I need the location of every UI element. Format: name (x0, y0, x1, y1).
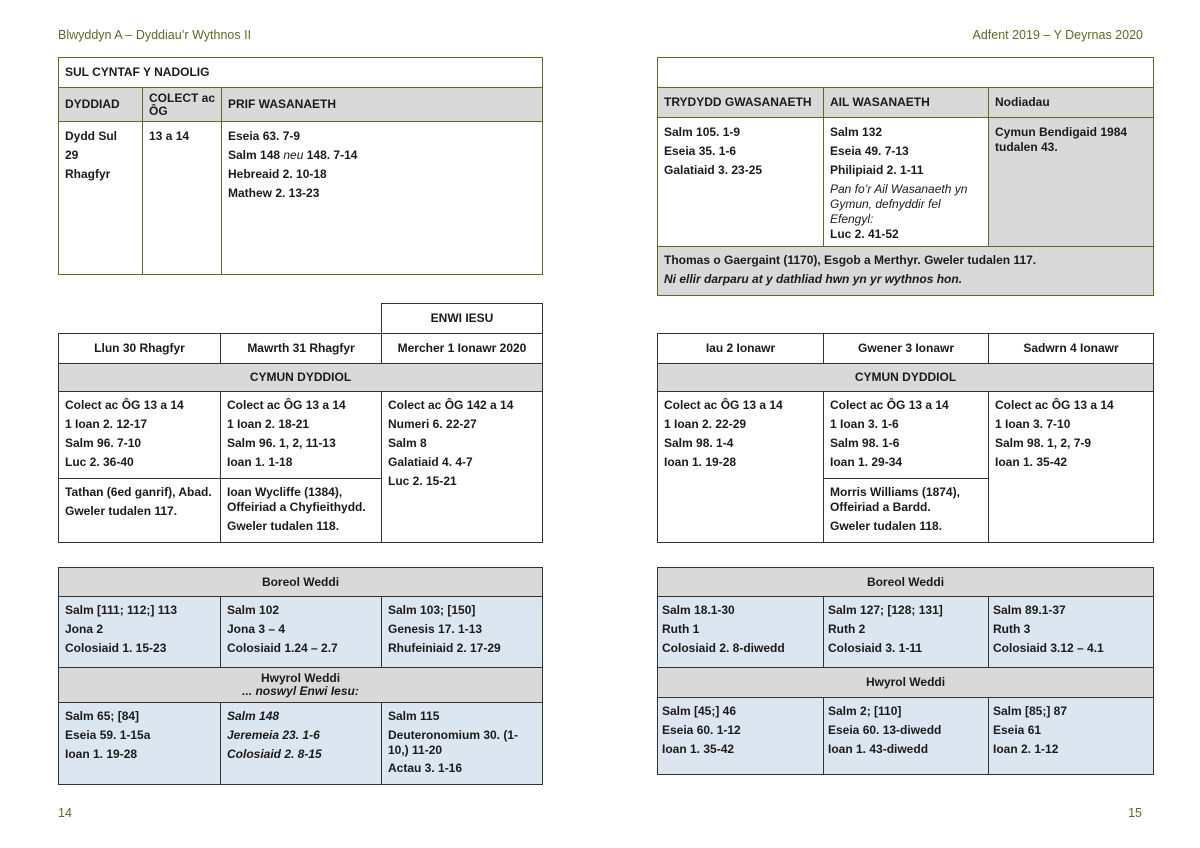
day-header: Sadwrn 4 Ionawr (989, 334, 1154, 364)
cymun-cell: Colect ac ÔG 13 a 14 1 Ioan 2. 18-21 Salm 96. 1, 2, 11-13 Ioan 1. 1-18 (221, 392, 382, 479)
morning-prayer-cell: Salm 103; [150] Genesis 17. 1-13 Rhufeiniaid 2. 17-29 (382, 597, 543, 668)
sunday-table-left (58, 57, 543, 275)
running-header-right: Adfent 2019 – Y Deyrnas 2020 (972, 28, 1143, 42)
day-header: Mercher 1 Ionawr 2020 (382, 334, 543, 364)
morning-prayer-cell: Salm [111; 112;] 113 Jona 2 Colosiaid 1. 15-23 (59, 597, 221, 668)
feast-label: ENWI IESU (382, 304, 543, 334)
col-header-main: PRIF WASANAETH (222, 88, 543, 122)
day-header: Mawrth 31 Rhagfyr (221, 334, 382, 364)
morning-prayer-label: Boreol Weddi (59, 568, 543, 597)
evening-prayer-label: Hwyrol Weddi ... noswyl Enwi Iesu: (59, 668, 543, 703)
day-header: Iau 2 Ionawr (658, 334, 824, 364)
evening-prayer-label: Hwyrol Weddi (658, 668, 1154, 698)
col-header-third: TRYDYDD GWASANAETH (658, 88, 824, 118)
prayers-table-right (657, 567, 1154, 775)
day-header: Gwener 3 Ionawr (824, 334, 989, 364)
morning-prayer-cell: Salm 102 Jona 3 – 4 Colosiaid 1.24 – 2.7 (221, 597, 382, 668)
evening-prayer-cell: Salm 65; [84] Eseia 59. 1-15a Ioan 1. 19-28 (59, 703, 221, 785)
col-header-notes: Nodiadau (989, 88, 1154, 118)
evening-prayer-cell: Salm 115 Deuteronomium 30. (1-10,) 11-20 Actau 3. 1-16 (382, 703, 543, 785)
page-number-right: 15 (1128, 806, 1142, 820)
second-service-cell: Salm 132 Eseia 49. 7-13 Philipiaid 2. 1-11 Pan fo’r Ail Wasanaeth yn Gymun, defnyddir fel Efengyl: Luc 2. 41-52 (824, 118, 989, 247)
evening-prayer-sub: ... noswyl Enwi Iesu: (242, 684, 359, 699)
second-service-note: Pan fo’r Ail Wasanaeth yn Gymun, defnyddir fel Efengyl: (830, 182, 968, 226)
page-number-left: 14 (58, 806, 72, 820)
morning-prayer-cell: Salm 18.1-30 Ruth 1 Colosiaid 2. 8-diwedd (658, 597, 824, 668)
notes-cell: Cymun Bendigaid 1984 tudalen 43. (989, 118, 1154, 247)
third-service-cell: Salm 105. 1-9 Eseia 35. 1-6 Galatiaid 3. 23-25 (658, 118, 824, 247)
cymun-cell: Colect ac ÔG 142 a 14 Numeri 6. 22-27 Salm 8 Galatiaid 4. 4-7 Luc 2. 15-21 (382, 392, 543, 543)
sunday-title: SUL CYNTAF Y NADOLIG (59, 58, 543, 88)
cymun-cell: Colect ac ÔG 13 a 14 1 Ioan 2. 22-29 Salm 98. 1-4 Ioan 1. 19-28 (658, 392, 824, 543)
commemoration-note: Thomas o Gaergaint (1170), Esgob a Merthyr. Gweler tudalen 117. Ni ellir darparu at y dathliad hwn yn yr wythnos hon. (658, 247, 1154, 296)
weekday-table-right (657, 333, 1154, 543)
sunday-main-cell: Eseia 63. 7-9 Salm 148 neu 148. 7-14 Hebreaid 2. 10-18 Mathew 2. 13-23 (222, 122, 543, 275)
running-header-left: Blwyddyn A – Dyddiau’r Wythnos II (58, 28, 252, 42)
col-header-collect: COLECT ac ÔG (143, 88, 222, 122)
commemoration-cell: Tathan (6ed ganrif), Abad. Gweler tudalen 117. (59, 479, 221, 543)
col-header-day: DYDDIAD (59, 88, 143, 122)
cymun-cell: Colect ac ÔG 13 a 14 1 Ioan 3. 7-10 Salm 98. 1, 2, 7-9 Ioan 1. 35-42 (989, 392, 1154, 543)
day-header: Llun 30 Rhagfyr (59, 334, 221, 364)
weekday-table-left (58, 303, 543, 543)
morning-prayer-label: Boreol Weddi (658, 568, 1154, 597)
cymun-label: CYMUN DYDDIOL (658, 364, 1154, 392)
evening-prayer-cell: Salm [85;] 87 Eseia 61 Ioan 2. 1-12 (989, 698, 1154, 775)
col-header-second: AIL WASANAETH (824, 88, 989, 118)
prayers-table-left (58, 567, 543, 785)
cymun-cell: Colect ac ÔG 13 a 14 1 Ioan 2. 12-17 Salm 96. 7-10 Luc 2. 36-40 (59, 392, 221, 479)
sunday-day-cell: Dydd Sul 29 Rhagfyr (59, 122, 143, 275)
sunday-collect-cell: 13 a 14 (143, 122, 222, 275)
evening-prayer-cell: Salm 2; [110] Eseia 60. 13-diwedd Ioan 1. 43-diwedd (824, 698, 989, 775)
commemoration-cell: Ioan Wycliffe (1384), Offeiriad a Chyfieithydd. Gweler tudalen 118. (221, 479, 382, 543)
cymun-cell: Colect ac ÔG 13 a 14 1 Ioan 3. 1-6 Salm 98. 1-6 Ioan 1. 29-34 (824, 392, 989, 479)
morning-prayer-cell: Salm 127; [128; 131] Ruth 2 Colosiaid 3. 1-11 (824, 597, 989, 668)
sunday-table-right (657, 57, 1154, 296)
cymun-label: CYMUN DYDDIOL (59, 364, 543, 392)
morning-prayer-cell: Salm 89.1-37 Ruth 3 Colosiaid 3.12 – 4.1 (989, 597, 1154, 668)
commemoration-cell: Morris Williams (1874), Offeiriad a Bardd. Gweler tudalen 118. (824, 479, 989, 543)
evening-prayer-cell: Salm 148 Jeremeia 23. 1-6 Colosiaid 2. 8-15 (221, 703, 382, 785)
evening-prayer-cell: Salm [45;] 46 Eseia 60. 1-12 Ioan 1. 35-42 (658, 698, 824, 775)
